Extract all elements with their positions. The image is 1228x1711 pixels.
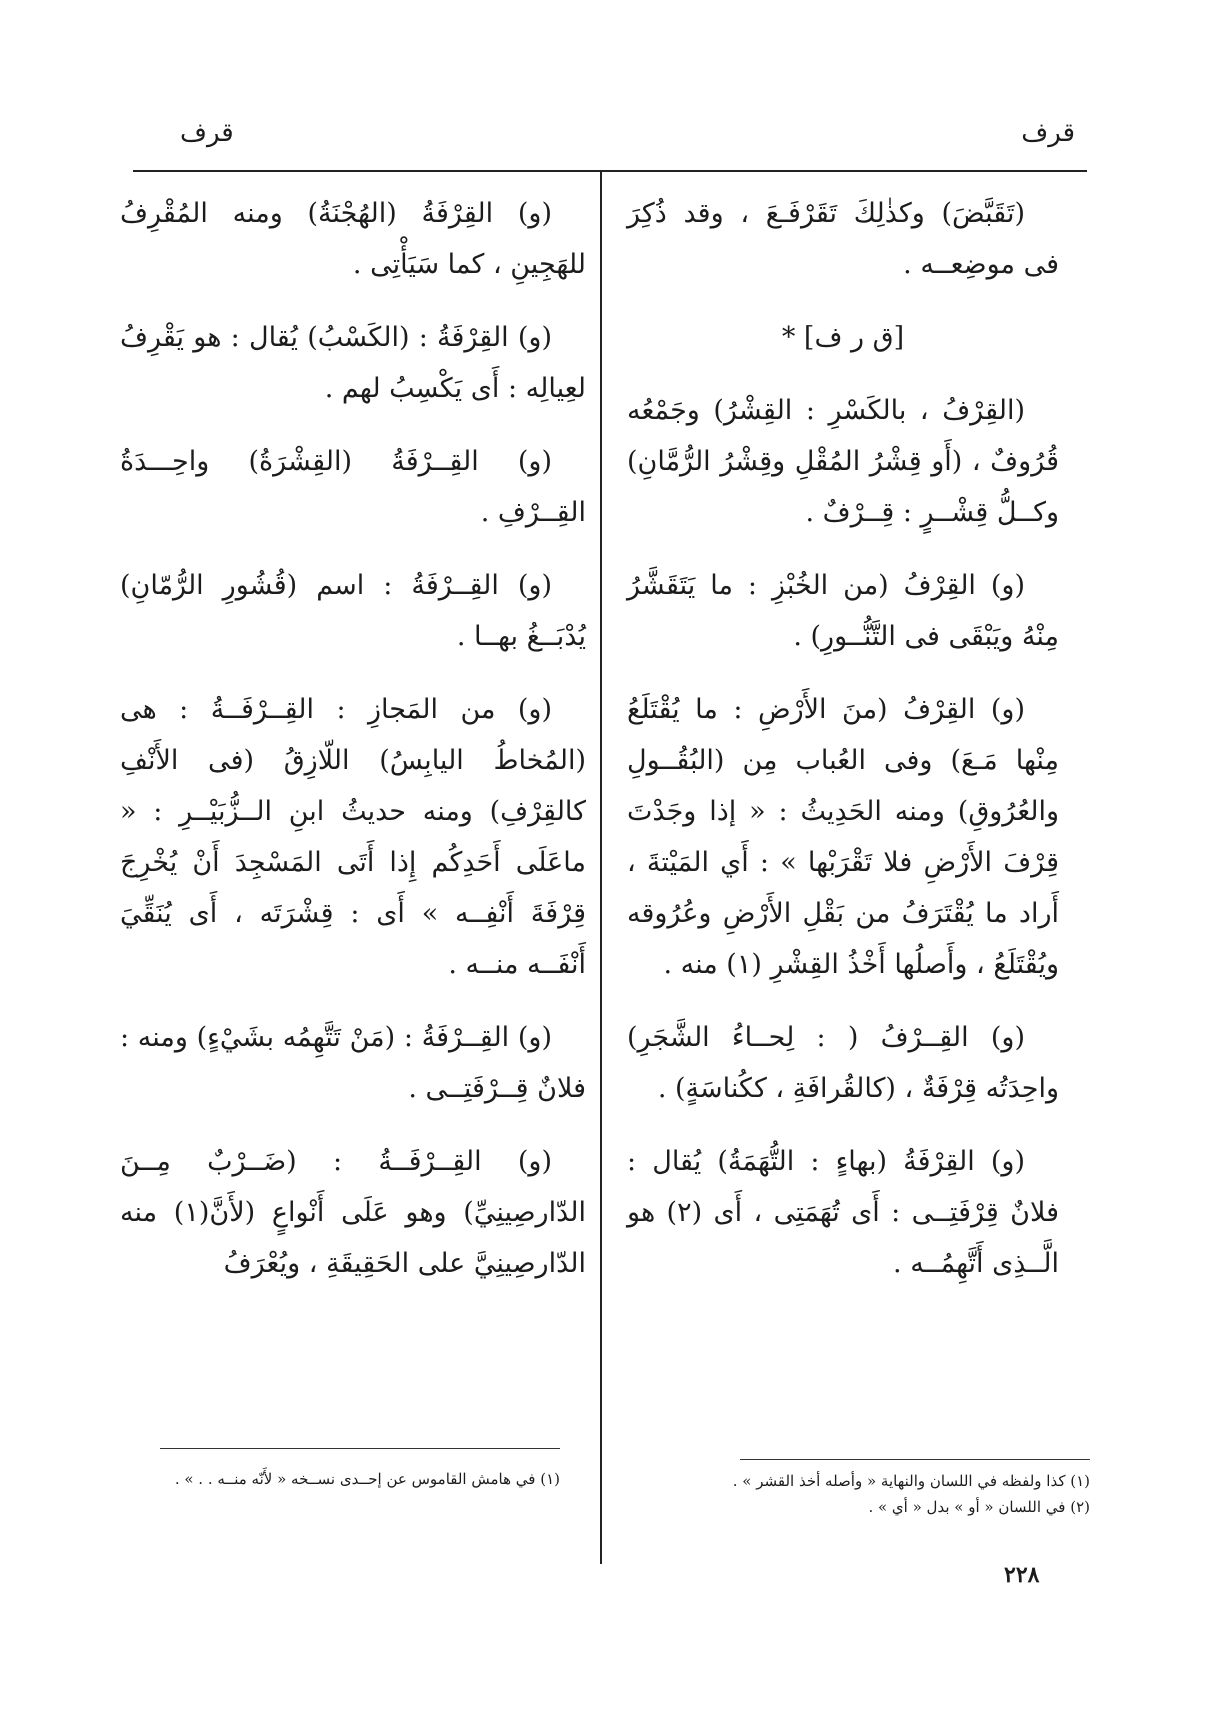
left-column [120,188,586,1311]
entry-paragraph: (القِرْفُ ، بالكَسْرِ : القِشْرُ) وجَمْعُه قُرُوفٌ ، (أَو قِشْرُ المُقْلِ وقِشْرُ الرُّمَّانِ) وكــلُّ قِشْــرٍ : قِــرْفٌ . [627,395,1059,528]
entry-paragraph: (و) القِرْفَةُ (بهاءٍ : التُّهَمَةُ) يُقال : فلانٌ قِرْفَتِــى : أَى تُهَمَتِى ، أَى (٢) هو الَّــذِى أَتَّهِمُــه . [627,1146,1059,1279]
header-rule [133,170,1087,172]
entry-paragraph: (و) القِــرْفَــةُ : (ضَــرْبٌ مِــنَ الدّارصِينِيِّ) وهو عَلَى أَنْواعٍ (لأَنَّ(١) منه الدّارصِينِيَّ على الحَقِيقَةِ ، ويُعْرَفُ [120,1146,586,1279]
footnote-rule-left [160,1448,560,1449]
footnote-rule-right [740,1459,1090,1460]
page-number: ٢٢٨ [1004,1562,1040,1588]
entry-paragraph: (و) القِــرْفَةُ (القِشْرَةُ) واحِـــدَةُ القِــرْفِ . [120,446,586,528]
entry-paragraph: (و) القِرْفُ (من الخُبْزِ : ما يَتَقَشَّرُ مِنْهُ ويَبْقَى فى التَّنُّــورِ) . [627,570,1059,652]
entry-paragraph: (و) القِــرْفُ ( : لِحــاءُ الشَّجَرِ) واحِدَتُه قِرْفَةٌ ، (كالقُرافَةِ ، ككُناسَةٍ) . [627,1022,1059,1104]
entry-paragraph: (تَقَبَّضَ) وكذٰلِكَ تَقَرْفَـعَ ، وقد ذُكِرَ فى موضِعــه . [627,198,1059,280]
entry-paragraph: (و) القِرْفَةُ (الهُجْنَةُ) ومنه المُقْرِفُ للهَجِينِ ، كما سَيَأْتِى . [120,198,586,280]
footnote: (١) كذا ولفظه في اللسان والنهاية « وأصله أخذ القشر » . [732,1472,1090,1490]
root-headword: [ق ر ف] * [781,322,905,353]
entry-paragraph: (و) القِــرْفَةُ : (مَنْ تَتَّهِمُه بشَيْءٍ) ومنه : فلانٌ قِــرْفَتِــى . [120,1022,586,1104]
running-head-right: قرف [1021,118,1075,148]
footnotes-left [160,1466,560,1492]
footnote: (١) في هامش القاموس عن إحــدى نســخه « لأَنّه منــه . . » . [174,1470,560,1488]
entry-paragraph: (و) القِرْفُ (منَ الأَرْضِ : ما يُقْتَلَعُ مِنْها مَـعَ) وفى العُباب مِن (البُقُــولِ والعُرُوقِ) ومنه الحَدِيثُ : « إذا وجَدْتَ قِرْفَ الأَرْضِ فلا تَقْرَبْها » : أَي المَيْتةَ ، أَراد ما يُقْتَرَفُ من بَقْلِ الأَرْضِ وعُرُوقه ويُقْتَلَعُ ، وأَصلُها أَخْذُ القِشْرِ (١) منه . [627,694,1059,980]
entry-paragraph: (و) من المَجازِ : القِــرْفَــةُ : هى (المُخاطُ اليابِسُ) اللّازِقُ (فى الأَنْفِ كالقِرْفِ) ومنه حديثُ ابنِ الــزُّبَيْــرِ : « ماعَلَى أَحَدِكُم إِذا أَتَى المَسْجِدَ أَنْ يُخْرِجَ قِرْفَةَ أَنْفِــه » أَى : قِشْرَتَه ، أَى يُنَقِّيَ أَنْفَــه منــه . [120,694,586,980]
column-divider [600,172,602,1564]
entry-paragraph: (و) القِــرْفَةُ : اسم (قُشُورِ الرُّمّانِ) يُدْبَــغُ بهــا . [120,570,586,652]
footnotes-right [640,1468,1090,1520]
right-column [627,188,1059,1311]
entry-paragraph: (و) القِرْفَةُ : (الكَسْبُ) يُقال : هو يَقْرِفُ لعِيالِه : أَى يَكْسِبُ لهم . [120,322,586,404]
running-head-left: قرف [180,118,234,148]
footnote: (٢) في اللسان « أو » بدل « أي » . [868,1498,1090,1516]
